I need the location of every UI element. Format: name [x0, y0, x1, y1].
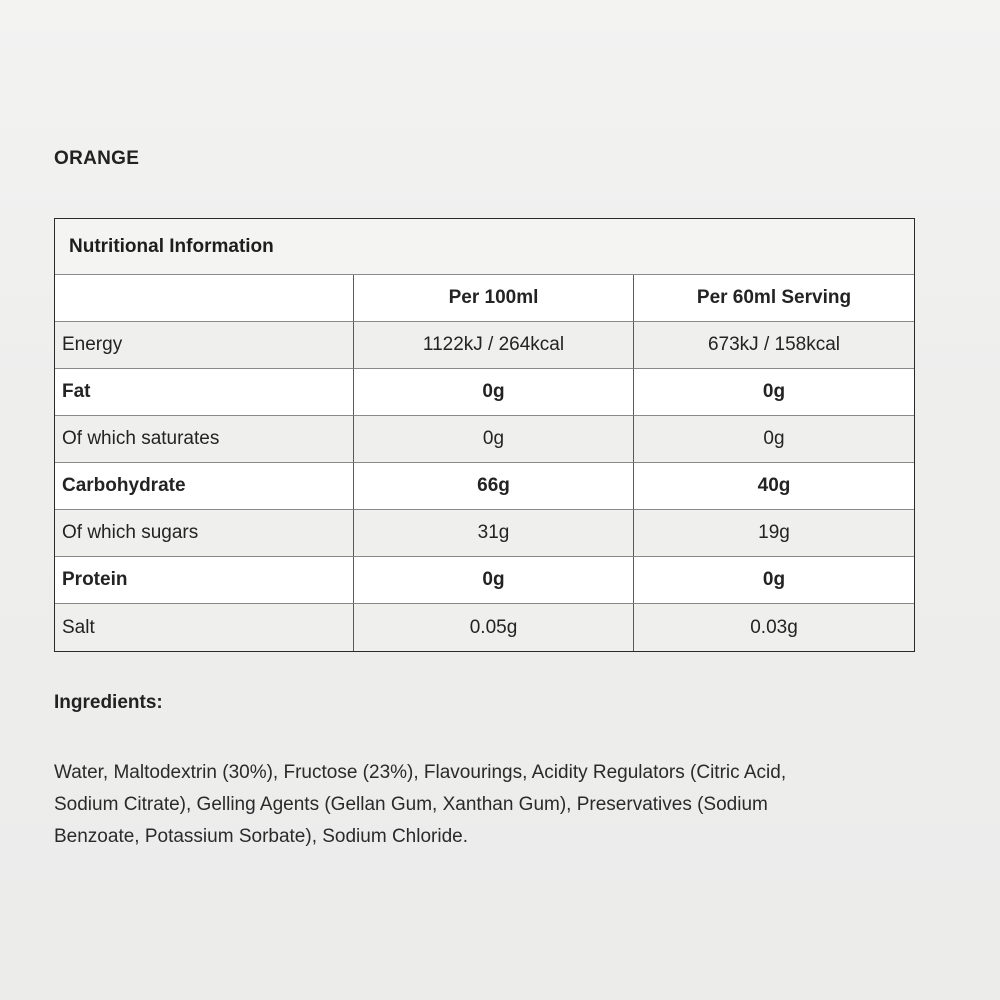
column-header-per-100ml: Per 100ml: [354, 275, 634, 322]
energy-per-serving: 673kJ / 158kcal: [634, 322, 914, 369]
ingredients-title: Ingredients:: [54, 692, 163, 713]
row-label-saturates: Of which saturates: [55, 416, 354, 463]
row-label-fat: Fat: [55, 369, 354, 416]
sugars-per-serving: 19g: [634, 510, 914, 557]
row-label-energy: Energy: [55, 322, 354, 369]
carbohydrate-per-serving: 40g: [634, 463, 914, 510]
saturates-per-serving: 0g: [634, 416, 914, 463]
ingredients-line: Benzoate, Potassium Sorbate), Sodium Chloride.: [54, 826, 468, 847]
protein-per-100ml: 0g: [354, 557, 634, 604]
flavour-title: ORANGE: [54, 148, 140, 169]
protein-per-serving: 0g: [634, 557, 914, 604]
column-header-nutrient: [55, 275, 354, 322]
sugars-per-100ml: 31g: [354, 510, 634, 557]
row-label-carbohydrate: Carbohydrate: [55, 463, 354, 510]
salt-per-serving: 0.03g: [634, 604, 914, 651]
saturates-per-100ml: 0g: [354, 416, 634, 463]
ingredients-line: Sodium Citrate), Gelling Agents (Gellan Gum, Xanthan Gum), Preservatives (Sodium: [54, 794, 768, 815]
ingredients-text: [54, 757, 934, 853]
fat-per-100ml: 0g: [354, 369, 634, 416]
nutrition-table: [54, 218, 915, 652]
salt-per-100ml: 0.05g: [354, 604, 634, 651]
column-header-per-serving: Per 60ml Serving: [634, 275, 914, 322]
fat-per-serving: 0g: [634, 369, 914, 416]
energy-per-100ml: 1122kJ / 264kcal: [354, 322, 634, 369]
ingredients-line: Water, Maltodextrin (30%), Fructose (23%), Flavourings, Acidity Regulators (Citric Acid,: [54, 762, 787, 783]
row-label-sugars: Of which sugars: [55, 510, 354, 557]
nutrition-table-heading: Nutritional Information: [55, 219, 914, 275]
row-label-protein: Protein: [55, 557, 354, 604]
nutrition-table-grid: [55, 275, 914, 651]
row-label-salt: Salt: [55, 604, 354, 651]
carbohydrate-per-100ml: 66g: [354, 463, 634, 510]
